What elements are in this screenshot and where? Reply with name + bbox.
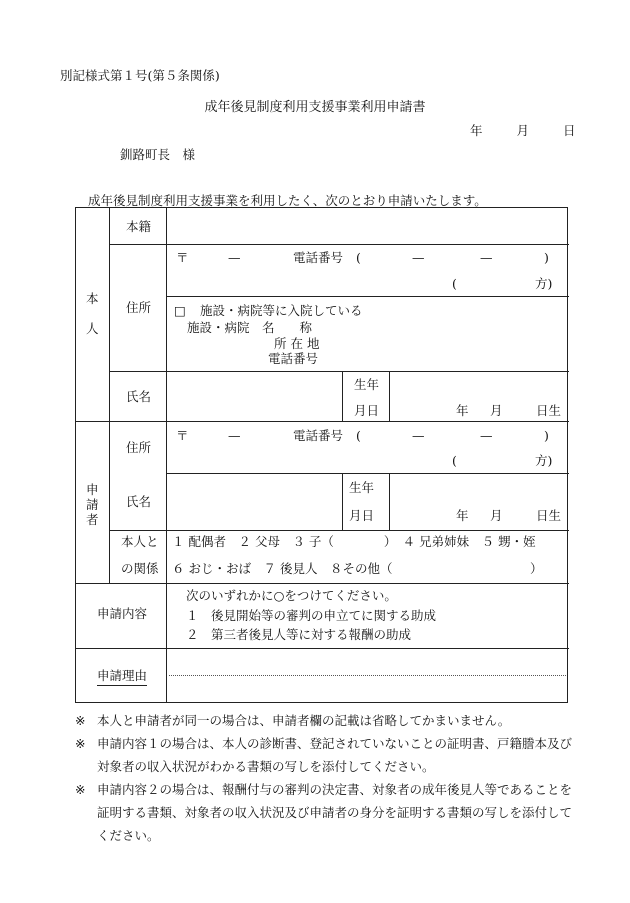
- notes: [75, 709, 575, 847]
- applicant-name-label: 氏名: [126, 494, 152, 509]
- relation-label-1: 本人と: [121, 534, 159, 549]
- applicant-group-label-2: 請: [86, 497, 99, 512]
- applicant-phone-dash-2: —: [480, 428, 493, 443]
- application-form-table: [75, 207, 568, 703]
- applicant-birth-month: 月: [490, 508, 503, 523]
- request-content-label: 申請内容: [97, 606, 148, 621]
- note-text: 申請内容２の場合は、報酬付与の審判の決定書、対象者の成年後見人等であることを証明する書類、対象者の収入状況及び申請者の身分を証明する書類の写しを添付してください。: [97, 782, 573, 843]
- note-item: [75, 709, 575, 732]
- request-content-item-1: １ 後見開始等の審判の申立てに関する助成: [186, 608, 437, 623]
- applicant-birth-label-1: 生年: [349, 480, 375, 495]
- addressee: 釧路町長 様: [120, 147, 196, 162]
- facility-checkbox[interactable]: □: [174, 303, 186, 318]
- applicant-postal-dash: —: [228, 428, 241, 443]
- principal-birth-month: 月: [490, 403, 503, 418]
- note-text: 申請内容１の場合は、本人の診断書、登記されていないことの証明書、戸籍謄本及び対象者の収入状況がわかる書類の写しを添付してください。: [97, 736, 573, 774]
- applicant-address-label: 住所: [126, 440, 152, 455]
- applicant-kata-open: (: [452, 453, 457, 468]
- relation-options-line-1: １ 配偶者 ２ 父母 ３ 子（ ） ４ 兄弟姉妹 ５ 甥・姪: [172, 534, 536, 549]
- principal-group-label-2: 人: [86, 321, 99, 336]
- form-number: 別記様式第１号(第５条関係): [60, 68, 220, 83]
- principal-birth-label-2: 月日: [354, 403, 380, 418]
- date-year: 年: [470, 123, 483, 138]
- note-item: [75, 778, 575, 847]
- applicant-phone-label: 電話番号: [293, 428, 344, 443]
- principal-name-label: 氏名: [126, 389, 152, 404]
- request-content-item-2: ２ 第三者後見人等に対する報酬の助成: [186, 627, 412, 642]
- applicant-birth-year: 年: [456, 508, 469, 523]
- applicant-kata-close: 方): [535, 453, 553, 468]
- principal-birth-label-1: 生年: [354, 377, 380, 392]
- note-text: 本人と申請者が同一の場合は、申請者欄の記載は省略してかまいません。: [97, 713, 511, 728]
- relation-options-line-2: ６ おじ・おば ７ 後見人 ８その他（ ）: [172, 561, 543, 576]
- facility-location-label: 所 在 地: [274, 336, 320, 351]
- applicant-postal-mark: 〒: [176, 428, 189, 443]
- facility-phone-label: 電話番号: [268, 351, 319, 366]
- principal-phone-dash-1: —: [412, 250, 425, 265]
- principal-phone-label: 電話番号: [293, 250, 344, 265]
- applicant-phone-dash-1: —: [412, 428, 425, 443]
- principal-kata-close: 方): [535, 276, 553, 291]
- document-title: 成年後見制度利用支援事業利用申請書: [204, 100, 426, 115]
- principal-phone-dash-2: —: [480, 250, 493, 265]
- applicant-birth-label-2: 月日: [349, 508, 375, 523]
- date-month: 月: [516, 123, 529, 138]
- principal-phone-open: (: [356, 250, 361, 265]
- applicant-birth-day: 日生: [536, 508, 562, 523]
- applicant-phone-open: (: [356, 428, 361, 443]
- principal-group-label-1: 本: [86, 291, 99, 306]
- date-day: 日: [562, 123, 576, 138]
- principal-postal-dash: —: [228, 250, 241, 265]
- note-item: [75, 732, 575, 778]
- principal-address-label: 住所: [126, 300, 152, 315]
- relation-label-2: の関係: [121, 561, 159, 576]
- facility-text: 施設・病院等に入院している: [200, 303, 363, 318]
- principal-kata-open: (: [452, 276, 457, 291]
- intro-text: 成年後見制度利用支援事業を利用したく、次のとおり申請いたします。: [88, 193, 487, 208]
- principal-birth-year: 年: [456, 403, 469, 418]
- principal-postal-mark: 〒: [176, 250, 189, 265]
- applicant-group-label-1: 申: [86, 482, 99, 497]
- note-mark: ※: [75, 782, 86, 797]
- request-reason-label: 申請理由: [97, 668, 147, 686]
- principal-phone-close: ): [544, 250, 549, 265]
- facility-name-label: 施設・病院 名 称: [187, 320, 313, 335]
- note-mark: ※: [75, 736, 86, 751]
- principal-birth-day: 日生: [536, 403, 562, 418]
- application-date: [470, 121, 575, 139]
- applicant-group-label-3: 者: [86, 512, 99, 527]
- request-content-intro: 次のいずれかに○をつけてください。: [186, 588, 397, 603]
- note-mark: ※: [75, 713, 86, 728]
- honseki-label: 本籍: [126, 219, 152, 234]
- applicant-phone-close: ): [544, 428, 549, 443]
